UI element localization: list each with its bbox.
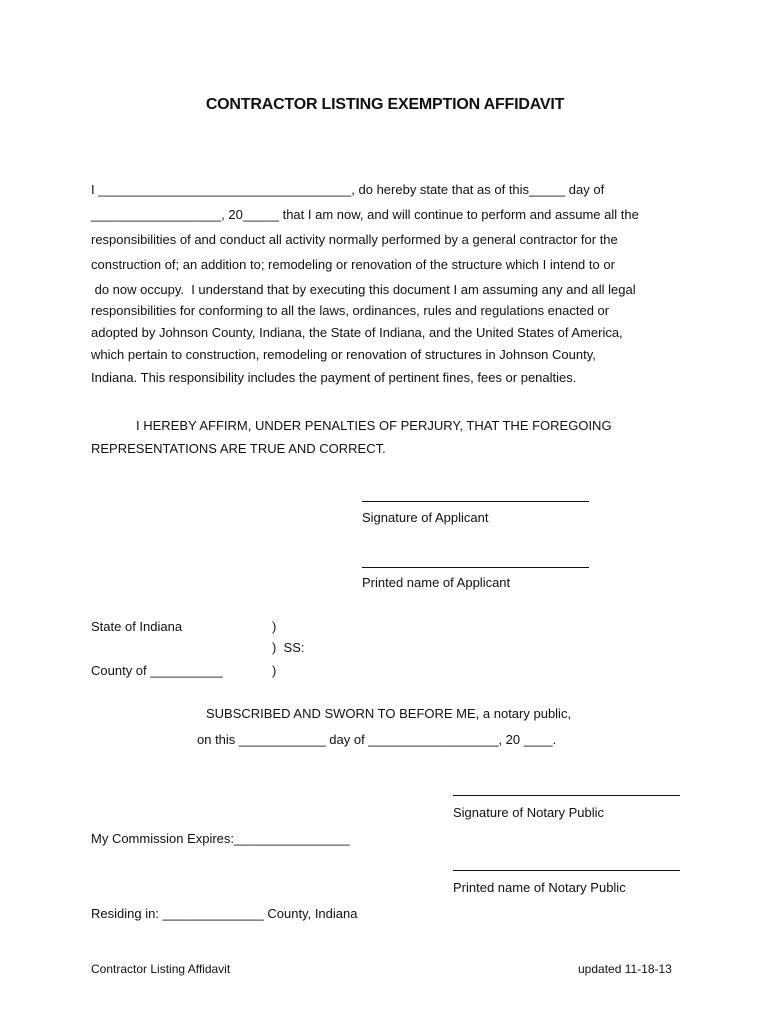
- venue-county: County of __________: [91, 663, 223, 678]
- document-title: CONTRACTOR LISTING EXEMPTION AFFIDAVIT: [205, 96, 565, 113]
- notary-signature-line: [453, 795, 680, 796]
- applicant-signature-label: Signature of Applicant: [362, 510, 489, 525]
- body-line-5: do now occupy. I understand that by executing this document I am assuming any and all legal: [91, 282, 636, 297]
- notary-printed-name-label: Printed name of Notary Public: [453, 880, 626, 895]
- notary-signature-label: Signature of Notary Public: [453, 805, 605, 820]
- body-line-8: which pertain to construction, remodeling or renovation of structures in Johnson County,: [91, 347, 596, 362]
- commission-expires: My Commission Expires:________________: [91, 831, 350, 846]
- body-line-7: adopted by Johnson County, Indiana, the State of Indiana, and the United States of America,: [91, 325, 623, 340]
- venue-paren-1: ): [272, 619, 277, 634]
- venue-paren-3: ): [272, 663, 277, 678]
- affirmation-line-2: REPRESENTATIONS ARE TRUE AND CORRECT.: [91, 441, 386, 456]
- venue-state: State of Indiana: [91, 619, 183, 634]
- applicant-printed-name-line: [362, 567, 589, 568]
- body-line-2: __________________, 20_____ that I am now, and will continue to perform and assume all the: [91, 207, 639, 222]
- footer-left: Contractor Listing Affidavit: [91, 962, 231, 976]
- applicant-printed-name-label: Printed name of Applicant: [362, 575, 511, 590]
- subscribed-line-1: SUBSCRIBED AND SWORN TO BEFORE ME, a notary public,: [206, 706, 572, 721]
- body-line-4: construction of; an addition to; remodeling or renovation of the structure which I intend to or: [91, 257, 615, 272]
- venue-ss: ) SS:: [272, 640, 305, 655]
- subscribed-line-2: on this ____________ day of __________________, 20 ____.: [197, 732, 557, 747]
- footer-right: updated 11-18-13: [578, 962, 672, 976]
- notary-printed-name-line: [453, 870, 680, 871]
- affirmation-line-1: I HEREBY AFFIRM, UNDER PENALTIES OF PERJURY, THAT THE FOREGOING: [136, 418, 612, 433]
- residing-in: Residing in: ______________ County, Indiana: [91, 906, 358, 921]
- body-line-3: responsibilities of and conduct all activity normally performed by a general contractor for the: [91, 232, 618, 247]
- applicant-signature-line: [362, 501, 589, 502]
- body-line-1: I ___________________________________, do hereby state that as of this_____ day of: [91, 182, 605, 197]
- body-line-9: Indiana. This responsibility includes the payment of pertinent fines, fees or penalties.: [91, 370, 577, 385]
- body-line-6: responsibilities for conforming to all the laws, ordinances, rules and regulations enacted or: [91, 303, 610, 318]
